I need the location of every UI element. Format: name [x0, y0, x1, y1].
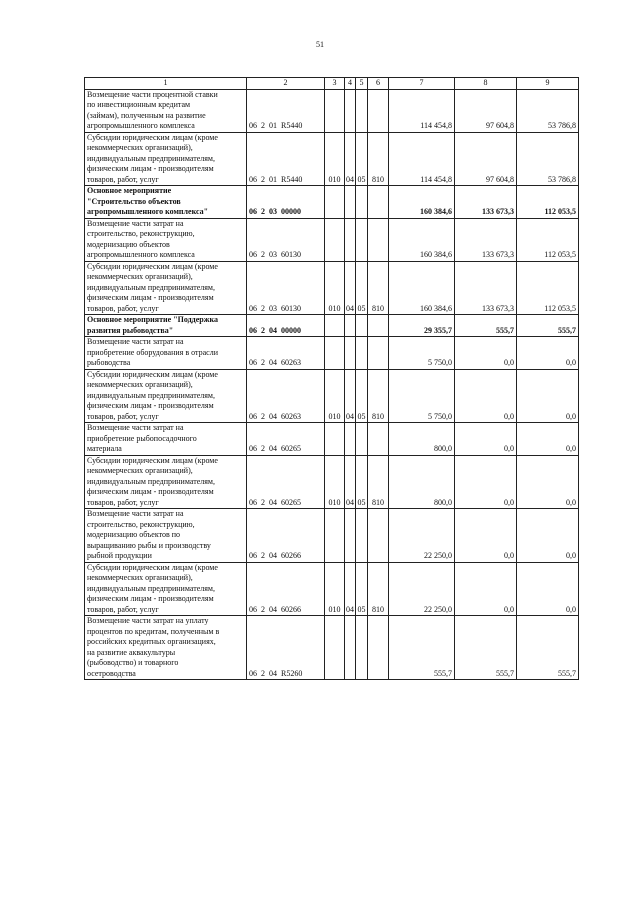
- expense-type-cell: [368, 218, 389, 261]
- row-name-line: физическим лицам - производителям: [87, 487, 214, 496]
- row-name-line: агропромышленного комплекса": [87, 207, 209, 216]
- row-name-line: рыбоводства: [87, 358, 131, 367]
- csr-code-cell: 06 2 04 00000: [247, 315, 325, 337]
- grbs-code-cell: [325, 186, 345, 219]
- row-name-line: Возмещение части затрат на уплату: [87, 616, 209, 625]
- row-name-line: приобретение рыбопосадочного: [87, 433, 197, 443]
- table-row: [85, 261, 579, 315]
- table-row: [85, 218, 579, 261]
- expense-type-cell: [368, 89, 389, 132]
- expense-type-cell: 810: [368, 261, 389, 315]
- row-name-line: Возмещение части процентной ставки: [87, 89, 218, 99]
- row-name-line: индивидуальным предпринимателям,: [87, 583, 215, 593]
- column-header: 6: [368, 78, 389, 90]
- row-name-line: Возмещение части затрат на: [87, 218, 184, 228]
- csr-code-cell: 06 2 04 60263: [247, 337, 325, 370]
- table-row: [85, 315, 579, 337]
- column-header: 9: [517, 78, 579, 90]
- table-row: [85, 423, 579, 456]
- table-row: [85, 186, 579, 219]
- amount-col7-cell: 114 454,8: [389, 89, 455, 132]
- amount-col7-cell: 160 384,6: [389, 186, 455, 219]
- expense-type-cell: [368, 337, 389, 370]
- row-name-line: Основное мероприятие: [87, 186, 172, 195]
- section-code-cell: [345, 509, 356, 563]
- expense-type-cell: 810: [368, 132, 389, 186]
- amount-col8-cell: 0,0: [455, 562, 517, 616]
- row-name-line: товаров, работ, услуг: [87, 411, 159, 421]
- row-name-line: Субсидии юридическим лицам (кроме: [87, 562, 218, 572]
- row-name-cell: [85, 369, 247, 423]
- amount-col7-cell: 5 750,0: [389, 369, 455, 423]
- csr-code-cell: 06 2 01 R5440: [247, 132, 325, 186]
- section-code-cell: 04: [345, 369, 356, 423]
- row-name-line: российских кредитных организациях,: [87, 637, 216, 646]
- row-name-line: Возмещение части затрат на: [87, 423, 184, 432]
- section-code-cell: [345, 218, 356, 261]
- expense-type-cell: 810: [368, 562, 389, 616]
- row-name-line: индивидуальным предпринимателям,: [87, 282, 215, 292]
- amount-col7-cell: 160 384,6: [389, 261, 455, 315]
- column-header: 2: [247, 78, 325, 90]
- row-name-line: некоммерческих организаций),: [87, 380, 193, 389]
- section-code-cell: [345, 186, 356, 219]
- row-name-cell: [85, 616, 247, 680]
- amount-col9-cell: 0,0: [517, 369, 579, 423]
- subsection-code-cell: [356, 337, 368, 370]
- section-code-cell: [345, 337, 356, 370]
- amount-col9-cell: 0,0: [517, 562, 579, 616]
- row-name-line: модернизацию объектов по: [87, 530, 181, 539]
- column-header: 8: [455, 78, 517, 90]
- table-row: [85, 132, 579, 186]
- expense-type-cell: 810: [368, 369, 389, 423]
- row-name-line: строительство, реконструкцию,: [87, 519, 195, 529]
- row-name-line: Основное мероприятие "Поддержка: [87, 315, 219, 324]
- amount-col9-cell: 0,0: [517, 423, 579, 456]
- csr-code-cell: 06 2 04 60265: [247, 423, 325, 456]
- amount-col7-cell: 22 250,0: [389, 562, 455, 616]
- csr-code-cell: 06 2 03 60130: [247, 218, 325, 261]
- row-name-line: Субсидии юридическим лицам (кроме: [87, 369, 218, 379]
- row-name-line: физическим лицам - производителям: [87, 164, 214, 173]
- budget-table: [84, 77, 579, 680]
- row-name-line: индивидуальным предпринимателям,: [87, 390, 215, 400]
- amount-col9-cell: 112 053,5: [517, 261, 579, 315]
- row-name-line: развития рыбоводства": [87, 325, 174, 335]
- amount-col7-cell: 160 384,6: [389, 218, 455, 261]
- subsection-code-cell: [356, 186, 368, 219]
- row-name-cell: [85, 562, 247, 616]
- table-header-row: [85, 78, 579, 90]
- expense-type-cell: [368, 509, 389, 563]
- row-name-line: некоммерческих организаций),: [87, 272, 193, 281]
- row-name-line: (займам), полученным на развитие: [87, 110, 206, 120]
- row-name-line: материала: [87, 444, 122, 453]
- csr-code-cell: 06 2 04 60266: [247, 562, 325, 616]
- csr-code-cell: 06 2 04 R5260: [247, 616, 325, 680]
- amount-col7-cell: 22 250,0: [389, 509, 455, 563]
- row-name-line: товаров, работ, услуг: [87, 604, 159, 614]
- amount-col8-cell: 133 673,3: [455, 261, 517, 315]
- amount-col9-cell: 112 053,5: [517, 186, 579, 219]
- grbs-code-cell: [325, 423, 345, 456]
- subsection-code-cell: [356, 616, 368, 680]
- amount-col8-cell: 555,7: [455, 616, 517, 680]
- row-name-cell: [85, 509, 247, 563]
- column-header: 3: [325, 78, 345, 90]
- amount-col7-cell: 800,0: [389, 455, 455, 509]
- row-name-cell: [85, 186, 247, 219]
- row-name-cell: [85, 261, 247, 315]
- amount-col8-cell: 0,0: [455, 455, 517, 509]
- table-row: [85, 369, 579, 423]
- column-header: 5: [356, 78, 368, 90]
- grbs-code-cell: 010: [325, 455, 345, 509]
- expense-type-cell: [368, 315, 389, 337]
- amount-col9-cell: 53 786,8: [517, 89, 579, 132]
- grbs-code-cell: [325, 616, 345, 680]
- row-name-line: Возмещение части затрат на: [87, 509, 184, 518]
- subsection-code-cell: [356, 315, 368, 337]
- row-name-line: физическим лицам - производителям: [87, 293, 214, 302]
- expense-type-cell: [368, 186, 389, 219]
- row-name-line: выращиванию рыбы и производству: [87, 540, 211, 550]
- amount-col9-cell: 555,7: [517, 315, 579, 337]
- amount-col9-cell: 0,0: [517, 337, 579, 370]
- amount-col9-cell: 112 053,5: [517, 218, 579, 261]
- row-name-line: Субсидии юридическим лицам (кроме: [87, 455, 218, 465]
- row-name-cell: [85, 423, 247, 456]
- csr-code-cell: 06 2 03 60130: [247, 261, 325, 315]
- amount-col8-cell: 555,7: [455, 315, 517, 337]
- amount-col8-cell: 97 604,8: [455, 89, 517, 132]
- subsection-code-cell: [356, 89, 368, 132]
- amount-col9-cell: 0,0: [517, 509, 579, 563]
- row-name-line: некоммерческих организаций),: [87, 466, 193, 475]
- table-row: [85, 89, 579, 132]
- subsection-code-cell: 05: [356, 132, 368, 186]
- section-code-cell: 04: [345, 562, 356, 616]
- amount-col9-cell: 53 786,8: [517, 132, 579, 186]
- amount-col7-cell: 800,0: [389, 423, 455, 456]
- amount-col8-cell: 97 604,8: [455, 132, 517, 186]
- table-row: [85, 509, 579, 563]
- row-name-line: индивидуальным предпринимателям,: [87, 476, 215, 486]
- grbs-code-cell: [325, 89, 345, 132]
- row-name-line: агропромышленного комплекса: [87, 250, 195, 259]
- row-name-line: товаров, работ, услуг: [87, 174, 159, 184]
- csr-code-cell: 06 2 04 60266: [247, 509, 325, 563]
- amount-col8-cell: 133 673,3: [455, 186, 517, 219]
- row-name-line: модернизацию объектов: [87, 239, 170, 249]
- row-name-line: Возмещение части затрат на: [87, 337, 184, 346]
- expense-type-cell: [368, 616, 389, 680]
- grbs-code-cell: [325, 218, 345, 261]
- grbs-code-cell: 010: [325, 261, 345, 315]
- amount-col7-cell: 5 750,0: [389, 337, 455, 370]
- csr-code-cell: 06 2 04 60265: [247, 455, 325, 509]
- row-name-line: некоммерческих организаций),: [87, 143, 193, 152]
- grbs-code-cell: 010: [325, 369, 345, 423]
- subsection-code-cell: [356, 218, 368, 261]
- amount-col9-cell: 0,0: [517, 455, 579, 509]
- subsection-code-cell: 05: [356, 261, 368, 315]
- row-name-line: некоммерческих организаций),: [87, 573, 193, 582]
- amount-col7-cell: 114 454,8: [389, 132, 455, 186]
- row-name-line: (рыбоводство) и товарного: [87, 658, 179, 667]
- table-row: [85, 455, 579, 509]
- section-code-cell: [345, 89, 356, 132]
- subsection-code-cell: 05: [356, 455, 368, 509]
- column-header: 7: [389, 78, 455, 90]
- amount-col8-cell: 0,0: [455, 337, 517, 370]
- row-name-line: на развитие аквакультуры: [87, 647, 176, 657]
- section-code-cell: [345, 315, 356, 337]
- row-name-line: по инвестиционным кредитам: [87, 100, 191, 109]
- column-header: 1: [85, 78, 247, 90]
- table-row: [85, 562, 579, 616]
- row-name-cell: [85, 455, 247, 509]
- row-name-line: физическим лицам - производителям: [87, 594, 214, 603]
- row-name-line: товаров, работ, услуг: [87, 497, 159, 507]
- grbs-code-cell: 010: [325, 562, 345, 616]
- column-header: 4: [345, 78, 356, 90]
- row-name-line: строительство, реконструкцию,: [87, 229, 195, 238]
- row-name-cell: [85, 218, 247, 261]
- amount-col8-cell: 133 673,3: [455, 218, 517, 261]
- expense-type-cell: 810: [368, 455, 389, 509]
- page-number: 51: [316, 40, 324, 49]
- subsection-code-cell: [356, 423, 368, 456]
- amount-col9-cell: 555,7: [517, 616, 579, 680]
- row-name-line: товаров, работ, услуг: [87, 303, 159, 313]
- section-code-cell: 04: [345, 261, 356, 315]
- table-body: [85, 89, 579, 680]
- grbs-code-cell: [325, 509, 345, 563]
- row-name-line: "Строительство объектов: [87, 196, 181, 206]
- amount-col7-cell: 555,7: [389, 616, 455, 680]
- row-name-cell: [85, 315, 247, 337]
- subsection-code-cell: [356, 509, 368, 563]
- row-name-line: Субсидии юридическим лицам (кроме: [87, 132, 218, 142]
- section-code-cell: 04: [345, 455, 356, 509]
- row-name-cell: [85, 132, 247, 186]
- row-name-line: приобретение оборудования в отрасли: [87, 347, 218, 357]
- table-row: [85, 616, 579, 680]
- grbs-code-cell: [325, 337, 345, 370]
- row-name-line: физическим лицам - производителям: [87, 401, 214, 410]
- table-row: [85, 337, 579, 370]
- row-name-line: осетроводства: [87, 668, 136, 678]
- subsection-code-cell: 05: [356, 369, 368, 423]
- row-name-line: Субсидии юридическим лицам (кроме: [87, 261, 218, 271]
- row-name-cell: [85, 337, 247, 370]
- amount-col8-cell: 0,0: [455, 423, 517, 456]
- row-name-cell: [85, 89, 247, 132]
- amount-col7-cell: 29 355,7: [389, 315, 455, 337]
- row-name-line: процентов по кредитам, полученным в: [87, 626, 220, 636]
- row-name-line: рыбной продукции: [87, 551, 152, 560]
- csr-code-cell: 06 2 03 00000: [247, 186, 325, 219]
- section-code-cell: 04: [345, 132, 356, 186]
- section-code-cell: [345, 616, 356, 680]
- amount-col8-cell: 0,0: [455, 369, 517, 423]
- row-name-line: индивидуальным предпринимателям,: [87, 153, 215, 163]
- amount-col8-cell: 0,0: [455, 509, 517, 563]
- expense-type-cell: [368, 423, 389, 456]
- grbs-code-cell: 010: [325, 132, 345, 186]
- grbs-code-cell: [325, 315, 345, 337]
- csr-code-cell: 06 2 04 60263: [247, 369, 325, 423]
- csr-code-cell: 06 2 01 R5440: [247, 89, 325, 132]
- subsection-code-cell: 05: [356, 562, 368, 616]
- section-code-cell: [345, 423, 356, 456]
- row-name-line: агропромышленного комплекса: [87, 121, 195, 130]
